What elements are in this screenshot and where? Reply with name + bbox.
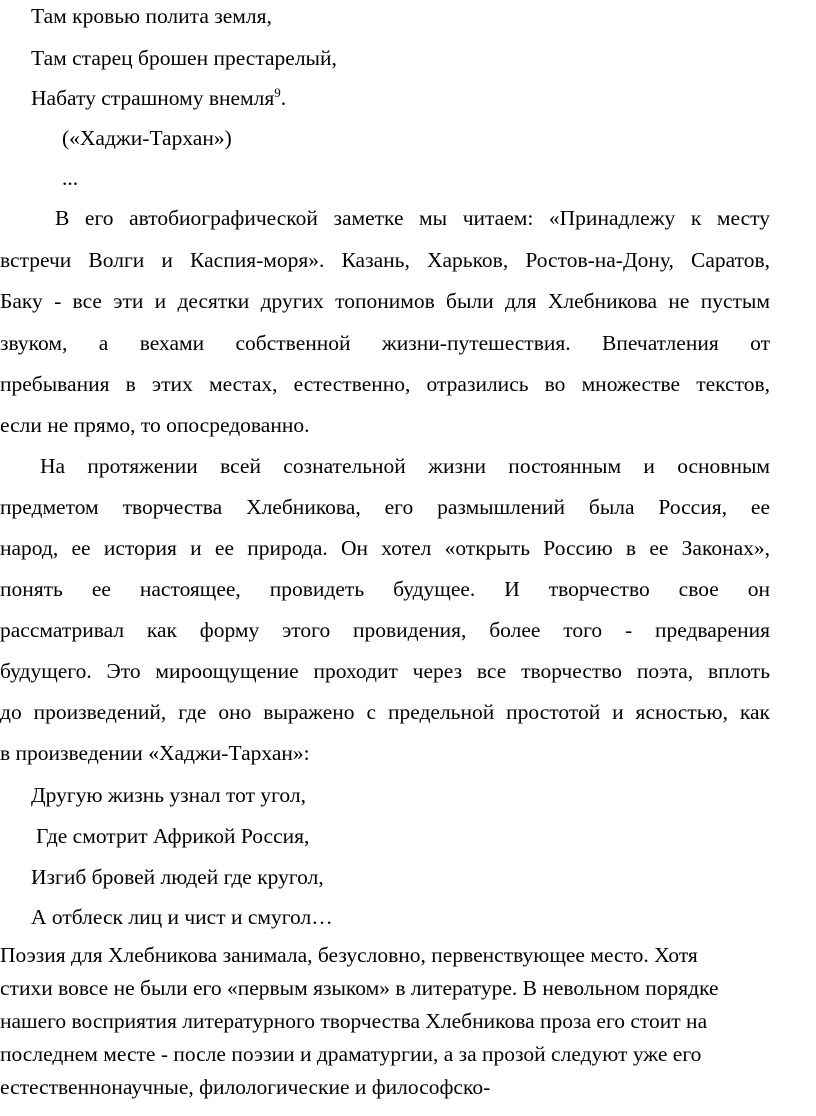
- poem-line: Изгиб бровей людей где кругол,: [31, 865, 324, 889]
- paragraph-line: пребывания в этих местах, естественно, отразились во множестве текстов,: [0, 372, 770, 396]
- poem-line-text: Набату страшному внемля: [31, 86, 275, 110]
- poem-line: Там кровью полита земля,: [31, 4, 272, 28]
- poem-line-with-footnote: [31, 85, 287, 110]
- paragraph-line: народ, ее история и ее природа. Он хотел «открыть Россию в ее Законах»,: [0, 536, 770, 560]
- paragraph-line: В его автобиографической заметке мы читаем: «Принадлежу к месту: [55, 206, 770, 230]
- poem-line: Там старец брошен престарелый,: [31, 46, 337, 70]
- poem-line: Другую жизнь узнал тот угол,: [31, 783, 306, 807]
- paragraph-line: до произведений, где оно выражено с предельной простотой и ясностью, как: [0, 700, 770, 724]
- poem-line: Где смотрит Африкой Россия,: [36, 824, 310, 848]
- paragraph-line: последнем месте - после поэзии и драматургии, а за прозой следуют уже его: [0, 1042, 702, 1066]
- paragraph-line: звуком, а вехами собственной жизни-путешествия. Впечатления от: [0, 331, 770, 355]
- paragraph-line: понять ее настоящее, провидеть будущее. И творчество свое он: [0, 577, 770, 601]
- paragraph-line: в произведении «Хаджи-Тархан»:: [0, 741, 310, 765]
- poem-line-end: .: [280, 86, 287, 110]
- paragraph-line: предметом творчества Хлебникова, его размышлений была Россия, ее: [0, 495, 770, 519]
- poem-line: А отблеск лиц и чист и смугол…: [31, 905, 333, 929]
- paragraph-line: рассматривал как форму этого провидения, более того - предварения: [0, 618, 770, 642]
- paragraph-line: На протяжении всей сознательной жизни постоянным и основным: [40, 454, 770, 478]
- ellipsis: ...: [62, 166, 79, 190]
- paragraph-line: естественнонаучные, филологические и философско-: [0, 1075, 491, 1099]
- paragraph-line: если не прямо, то опосредованно.: [0, 413, 310, 437]
- paragraph-line: Баку - все эти и десятки других топонимов были для Хлебникова не пустым: [0, 289, 770, 313]
- paragraph-line: стихи вовсе не были его «первым языком» в литературе. В невольном порядке: [0, 976, 719, 1000]
- paragraph-line: Поэзия для Хлебникова занимала, безусловно, первенствующее место. Хотя: [0, 943, 698, 967]
- paragraph-line: будущего. Это мироощущение проходит через все творчество поэта, вплоть: [0, 659, 770, 683]
- footnote-mark: 9: [274, 85, 281, 100]
- poem-source: («Хаджи-Тархан»): [62, 126, 232, 150]
- paragraph-line: встречи Волги и Каспия-моря». Казань, Харьков, Ростов-на-Дону, Саратов,: [0, 248, 770, 272]
- paragraph-line: нашего восприятия литературного творчества Хлебникова проза его стоит на: [0, 1009, 708, 1033]
